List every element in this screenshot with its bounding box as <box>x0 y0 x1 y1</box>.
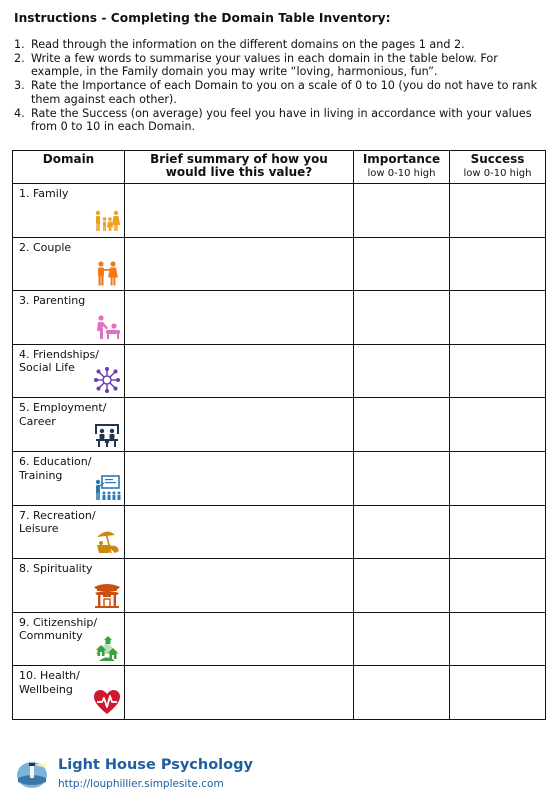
header-importance-scale: low 0-10 high <box>367 168 436 179</box>
meeting-icon <box>93 420 121 448</box>
success-input[interactable] <box>450 613 545 666</box>
domain-label: 9. Citizenship/ Community <box>19 615 98 643</box>
domain-label: 10. Health/ Wellbeing <box>19 669 80 696</box>
instruction-text: Write a few words to summarise your values in each domain in the table below. For example, in the Family domain you may write “loving, harmonious, fun”. <box>31 51 498 79</box>
table-row <box>13 559 546 613</box>
importance-input[interactable] <box>354 238 449 291</box>
importance-input[interactable] <box>354 291 449 344</box>
social-network-icon <box>93 366 121 394</box>
domain-label: 6. Education/ Training <box>19 454 92 482</box>
success-input[interactable] <box>450 506 545 559</box>
domain-cell <box>13 398 125 452</box>
importance-input[interactable] <box>354 613 449 666</box>
summary-cell[interactable] <box>125 505 354 559</box>
header-summary-label: Brief summary of how you would live this value? <box>150 152 328 179</box>
importance-cell[interactable] <box>354 237 450 291</box>
heart-icon <box>93 688 121 716</box>
domain-label: 5. Employment/ Career <box>19 401 107 428</box>
instruction-number: 3. <box>14 79 25 93</box>
summary-cell[interactable] <box>125 184 354 238</box>
importance-input[interactable] <box>354 559 449 612</box>
domain-cell <box>13 237 125 291</box>
summary-cell[interactable] <box>125 612 354 666</box>
domain-cell <box>13 559 125 613</box>
instruction-item <box>14 107 550 134</box>
success-cell[interactable] <box>450 559 546 613</box>
header-importance <box>354 151 450 184</box>
success-cell[interactable] <box>450 291 546 345</box>
instruction-number: 2. <box>14 51 25 65</box>
summary-input[interactable] <box>125 398 353 451</box>
success-input[interactable] <box>450 452 545 505</box>
instruction-number: 4. <box>14 106 25 120</box>
summary-input[interactable] <box>125 184 353 237</box>
table-row <box>13 505 546 559</box>
table-row <box>13 398 546 452</box>
instruction-number: 1. <box>14 38 25 51</box>
beach-icon <box>93 527 121 555</box>
success-cell[interactable] <box>450 505 546 559</box>
header-domain: Domain <box>13 151 125 184</box>
domain-cell <box>13 344 125 398</box>
summary-cell[interactable] <box>125 291 354 345</box>
community-icon <box>93 634 121 662</box>
summary-input[interactable] <box>125 452 353 505</box>
success-cell[interactable] <box>450 666 546 720</box>
summary-cell[interactable] <box>125 344 354 398</box>
table-row <box>13 291 546 345</box>
importance-input[interactable] <box>354 345 449 398</box>
instruction-text: Read through the information on the different domains on the pages 1 and 2. <box>31 38 465 51</box>
instruction-text: Rate the Importance of each Domain to you on a scale of 0 to 10 (you do not have to rank them against each other). <box>31 79 538 106</box>
classroom-icon <box>93 474 121 502</box>
table-header-row <box>13 151 546 184</box>
parenting-icon <box>93 313 121 341</box>
table-row <box>13 666 546 720</box>
success-cell[interactable] <box>450 612 546 666</box>
summary-input[interactable] <box>125 559 353 612</box>
table-row <box>13 184 546 238</box>
domain-label: 2. Couple <box>19 240 72 254</box>
brand-name: Light House Psychology <box>58 757 253 773</box>
instruction-text: Rate the Success (on average) you feel you have in living in accordance with your values from 0 to 10 in each Domain. <box>31 106 532 134</box>
table-row <box>13 612 546 666</box>
header-success-label: Success <box>470 152 525 166</box>
page-title: Instructions - Completing the Domain Table Inventory: <box>14 11 391 25</box>
instruction-item <box>14 79 550 106</box>
success-cell[interactable] <box>450 398 546 452</box>
domain-cell <box>13 505 125 559</box>
importance-input[interactable] <box>354 666 449 719</box>
domain-cell <box>13 451 125 505</box>
domain-cell <box>13 291 125 345</box>
summary-input[interactable] <box>125 666 353 719</box>
importance-cell[interactable] <box>354 184 450 238</box>
domain-label: 1. Family <box>19 187 69 200</box>
success-input[interactable] <box>450 666 545 719</box>
importance-cell[interactable] <box>354 451 450 505</box>
summary-cell[interactable] <box>125 451 354 505</box>
domain-inventory-table <box>12 150 546 720</box>
summary-cell[interactable] <box>125 398 354 452</box>
temple-icon <box>93 581 121 609</box>
importance-cell[interactable] <box>354 398 450 452</box>
instructions-list <box>14 38 550 134</box>
footer <box>14 752 414 796</box>
success-input[interactable] <box>450 398 545 451</box>
importance-input[interactable] <box>354 506 449 559</box>
website-link[interactable]: http://louphillier.simplesite.com <box>58 778 224 790</box>
domain-label: 3. Parenting <box>19 294 86 308</box>
header-success <box>450 151 546 184</box>
success-input[interactable] <box>450 184 545 237</box>
summary-input[interactable] <box>125 345 353 398</box>
importance-cell[interactable] <box>354 505 450 559</box>
importance-input[interactable] <box>354 184 449 237</box>
summary-cell[interactable] <box>125 559 354 613</box>
summary-input[interactable] <box>125 238 353 291</box>
success-input[interactable] <box>450 291 545 344</box>
table-row <box>13 237 546 291</box>
header-importance-label: Importance <box>362 152 441 166</box>
success-input[interactable] <box>450 345 545 398</box>
domain-label: 4. Friendships/ Social Life <box>19 347 99 375</box>
domain-cell <box>13 666 125 720</box>
summary-cell[interactable] <box>125 237 354 291</box>
success-input[interactable] <box>450 238 545 291</box>
summary-input[interactable] <box>125 291 353 344</box>
success-cell[interactable] <box>450 344 546 398</box>
table-row <box>13 344 546 398</box>
summary-input[interactable] <box>125 613 353 666</box>
family-icon <box>93 206 121 234</box>
importance-cell[interactable] <box>354 612 450 666</box>
success-input[interactable] <box>450 559 545 612</box>
lighthouse-logo-icon <box>16 760 48 790</box>
domain-cell <box>13 612 125 666</box>
importance-cell[interactable] <box>354 344 450 398</box>
success-cell[interactable] <box>450 184 546 238</box>
header-summary <box>125 151 354 184</box>
header-success-scale: low 0-10 high <box>463 168 532 179</box>
importance-input[interactable] <box>354 398 449 451</box>
domain-cell <box>13 184 125 238</box>
success-cell[interactable] <box>450 237 546 291</box>
importance-cell[interactable] <box>354 666 450 720</box>
success-cell[interactable] <box>450 451 546 505</box>
instruction-item <box>14 38 550 52</box>
table-row <box>13 451 546 505</box>
summary-cell[interactable] <box>125 666 354 720</box>
importance-input[interactable] <box>354 452 449 505</box>
importance-cell[interactable] <box>354 559 450 613</box>
summary-input[interactable] <box>125 506 353 559</box>
importance-cell[interactable] <box>354 291 450 345</box>
couple-icon <box>93 259 121 287</box>
domain-label: 7. Recreation/ Leisure <box>19 508 96 536</box>
instruction-item <box>14 52 550 79</box>
domain-label: 8. Spirituality <box>19 562 93 576</box>
